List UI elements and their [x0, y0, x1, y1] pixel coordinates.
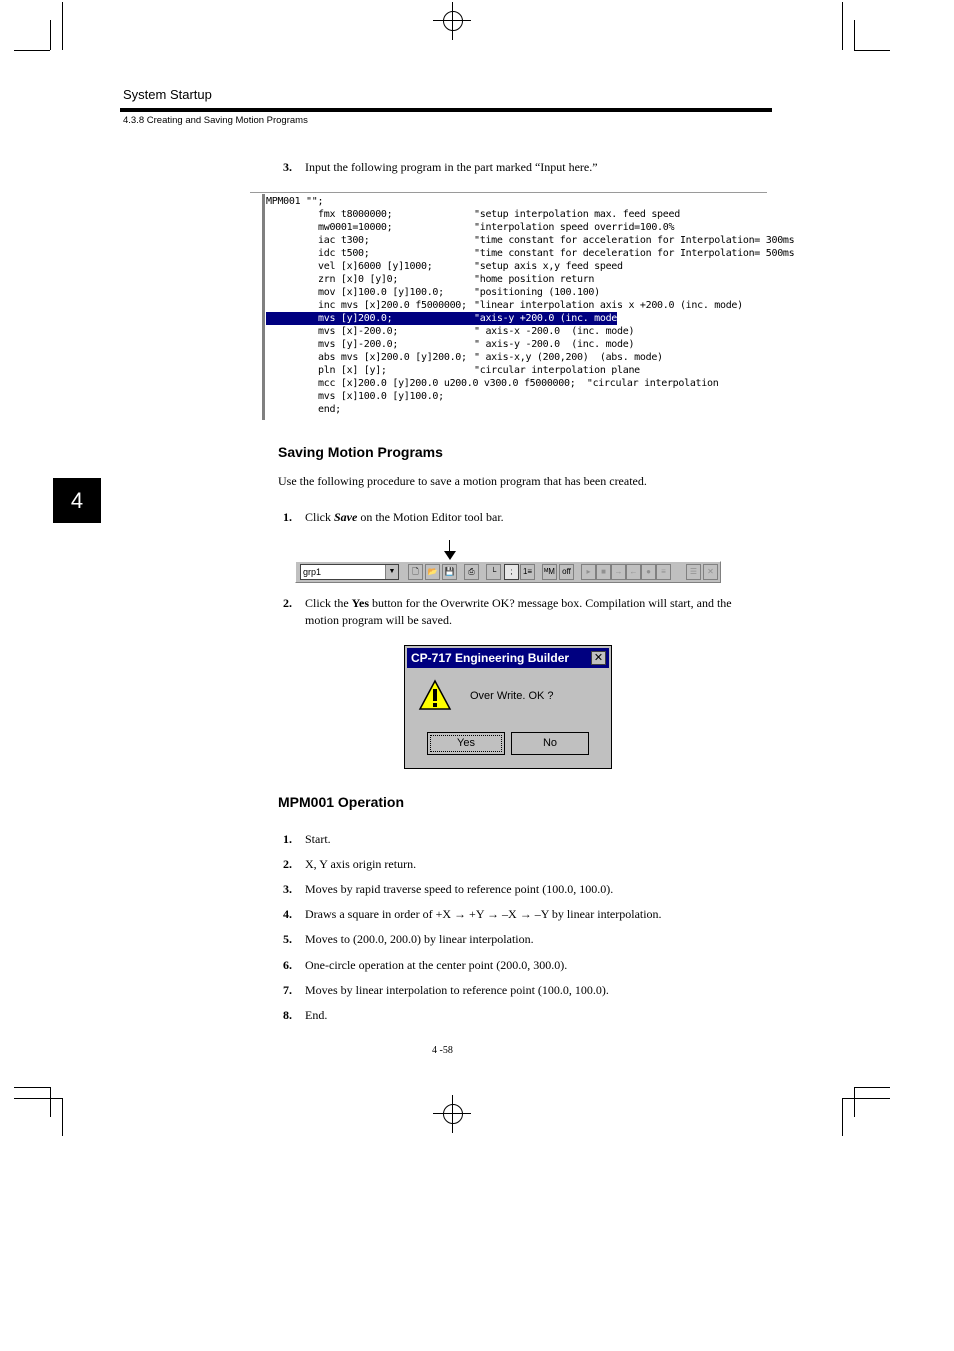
close-x-icon[interactable]: ✕ — [703, 564, 718, 580]
step-text-post: button for the Overwrite OK? message box. Compilation will start, and the — [369, 596, 732, 610]
step-text — [305, 509, 504, 526]
program-statement: iac t300; — [318, 235, 370, 246]
program-header-line: MPM001 ""; — [266, 196, 324, 207]
operation-step — [283, 856, 763, 873]
group-select-value: grp1 — [303, 567, 322, 577]
step-text: Moves to (200.0, 200.0) by linear interpolation. — [305, 932, 534, 946]
run-icon[interactable]: ▸ — [581, 564, 596, 580]
overwrite-dialog — [404, 645, 612, 769]
running-header-title: System Startup — [123, 87, 212, 102]
program-statement: mw0001=10000; — [318, 222, 393, 233]
motion-program-listing[interactable] — [250, 192, 795, 420]
operation-step — [283, 906, 763, 923]
step-icon[interactable]: 1≡ — [520, 564, 535, 580]
stop-icon[interactable]: ■ — [596, 564, 611, 580]
save-term: Save — [334, 510, 358, 524]
open-folder-icon[interactable]: 📂 — [425, 564, 440, 580]
step-text — [305, 595, 775, 629]
step-number: 6. — [283, 958, 292, 972]
axis-icon[interactable]: └ — [486, 564, 501, 580]
chapter-tab: 4 — [53, 478, 101, 523]
step-text: Input the following program in the part marked “Input here.” — [305, 160, 598, 174]
dropdown-arrow-icon[interactable]: ▼ — [385, 565, 398, 579]
mode-m-icon[interactable]: ᴹM — [542, 564, 557, 580]
close-icon[interactable]: ✕ — [591, 651, 606, 665]
operation-step — [283, 831, 763, 848]
program-comment: "axis-y +200.0 (inc. mode) — [474, 313, 623, 324]
yes-term: Yes — [351, 596, 370, 610]
program-comment: " axis-y -200.0 (inc. mode) — [474, 339, 635, 350]
program-statement: mvs [y]-200.0; — [318, 339, 399, 350]
program-comment: "circular interpolation plane — [474, 365, 640, 376]
step-number: 5. — [283, 932, 292, 946]
step-text: Start. — [305, 832, 331, 846]
section-heading-operation: MPM001 Operation — [278, 794, 405, 810]
program-statement: idc t500; — [318, 248, 370, 259]
no-button[interactable]: No — [511, 732, 589, 755]
new-file-icon[interactable]: 🗋 — [408, 564, 423, 580]
program-comment: " axis-x -200.0 (inc. mode) — [474, 326, 635, 337]
program-statement: mvs [x]-200.0; — [318, 326, 399, 337]
program-comment: "setup interpolation max. feed speed — [474, 209, 680, 220]
step-number: 8. — [283, 1008, 292, 1022]
program-comment: " axis-x,y (200,200) (abs. mode) — [474, 352, 663, 363]
program-statement: end; — [318, 404, 341, 415]
program-statement: vel [x]6000 [y]1000; — [318, 261, 433, 272]
dialog-title-bar — [407, 648, 609, 668]
step-number: 1. — [283, 510, 292, 524]
program-statement: inc mvs [x]200.0 f5000000; — [318, 300, 467, 311]
program-comment: "home position return — [474, 274, 595, 285]
list-icon[interactable]: ☰ — [686, 564, 701, 580]
operation-step — [283, 982, 763, 999]
step-number: 2. — [283, 596, 292, 610]
program-comment: "time constant for acceleration for Interpolation= 300ms — [474, 235, 795, 246]
step-input-program — [283, 159, 763, 176]
step-text-line2: motion program will be saved. — [305, 613, 452, 627]
program-statement: fmx t8000000; — [318, 209, 393, 220]
save-icon[interactable]: 💾 — [442, 564, 457, 580]
step-click-yes — [283, 595, 773, 629]
step-number: 3. — [283, 882, 292, 896]
step-text: End. — [305, 1008, 328, 1022]
operation-step — [283, 1007, 763, 1024]
yes-button[interactable]: Yes — [427, 732, 505, 755]
off-icon[interactable]: off — [559, 564, 574, 580]
program-statement: pln [x] [y]; — [318, 365, 387, 376]
operation-step — [283, 881, 763, 898]
program-comment: "positioning (100.100) — [474, 287, 600, 298]
program-statement: abs mvs [x]200.0 [y]200.0; — [318, 352, 467, 363]
step-out-icon[interactable]: ← — [626, 564, 641, 580]
operation-step — [283, 957, 763, 974]
step-text-pre: Click the — [305, 596, 352, 610]
step-number: 2. — [283, 857, 292, 871]
program-statement: mov [x]100.0 [y]100.0; — [318, 287, 444, 298]
section-heading-saving: Saving Motion Programs — [278, 444, 443, 460]
dialog-title: CP-717 Engineering Builder — [411, 651, 570, 665]
page-number: 4 -58 — [432, 1045, 453, 1056]
program-statement: mcc [x]200.0 [y]200.0 u200.0 v300.0 f5000000; "circular interpolation — [318, 378, 719, 389]
pointer-arrow-icon — [444, 551, 456, 560]
header-rule — [120, 108, 772, 112]
watch-icon[interactable]: ≡ — [656, 564, 671, 580]
listing-top-border — [250, 192, 767, 193]
program-statement: mvs [x]100.0 [y]100.0; — [318, 391, 444, 402]
semicolon-icon[interactable]: ; — [504, 564, 519, 580]
program-comment: "interpolation speed overrid=100.0% — [474, 222, 675, 233]
step-in-icon[interactable]: → — [611, 564, 626, 580]
program-comment: "setup axis x,y feed speed — [474, 261, 623, 272]
program-statement: zrn [x]0 [y]0; — [318, 274, 399, 285]
operation-step — [283, 931, 763, 948]
program-comment: "linear interpolation axis x +200.0 (inc. mode) — [474, 300, 743, 311]
step-text-pre: Click — [305, 510, 334, 524]
motion-editor-toolbar — [295, 561, 721, 583]
step-click-save — [283, 509, 763, 526]
group-select[interactable] — [300, 564, 399, 580]
step-number: 4. — [283, 907, 292, 921]
step-text: Moves by rapid traverse speed to reference point (100.0, 100.0). — [305, 882, 614, 896]
step-text: Draws a square in order of +X → +Y → –X → –Y by linear interpolation. — [305, 907, 662, 921]
saving-intro: Use the following procedure to save a motion program that has been created. — [278, 474, 647, 488]
step-number: 7. — [283, 983, 292, 997]
dialog-message: Over Write. OK ? — [470, 690, 554, 702]
listing-left-border — [262, 194, 265, 420]
warning-icon — [418, 679, 452, 711]
program-comment: "time constant for deceleration for Interpolation= 500ms — [474, 248, 795, 259]
step-text: X, Y axis origin return. — [305, 857, 417, 871]
step-text: Moves by linear interpolation to reference point (100.0, 100.0). — [305, 983, 609, 997]
step-text-post: on the Motion Editor tool bar. — [357, 510, 504, 524]
print-icon[interactable]: ⎙ — [464, 564, 479, 580]
step-text: One-circle operation at the center point (200.0, 300.0). — [305, 958, 568, 972]
program-statement: mvs [y]200.0; — [318, 313, 393, 324]
running-header-subtitle: 4.3.8 Creating and Saving Motion Programs — [123, 115, 308, 126]
step-number: 1. — [283, 832, 292, 846]
break-icon[interactable]: ● — [641, 564, 656, 580]
step-number: 3. — [283, 160, 292, 174]
